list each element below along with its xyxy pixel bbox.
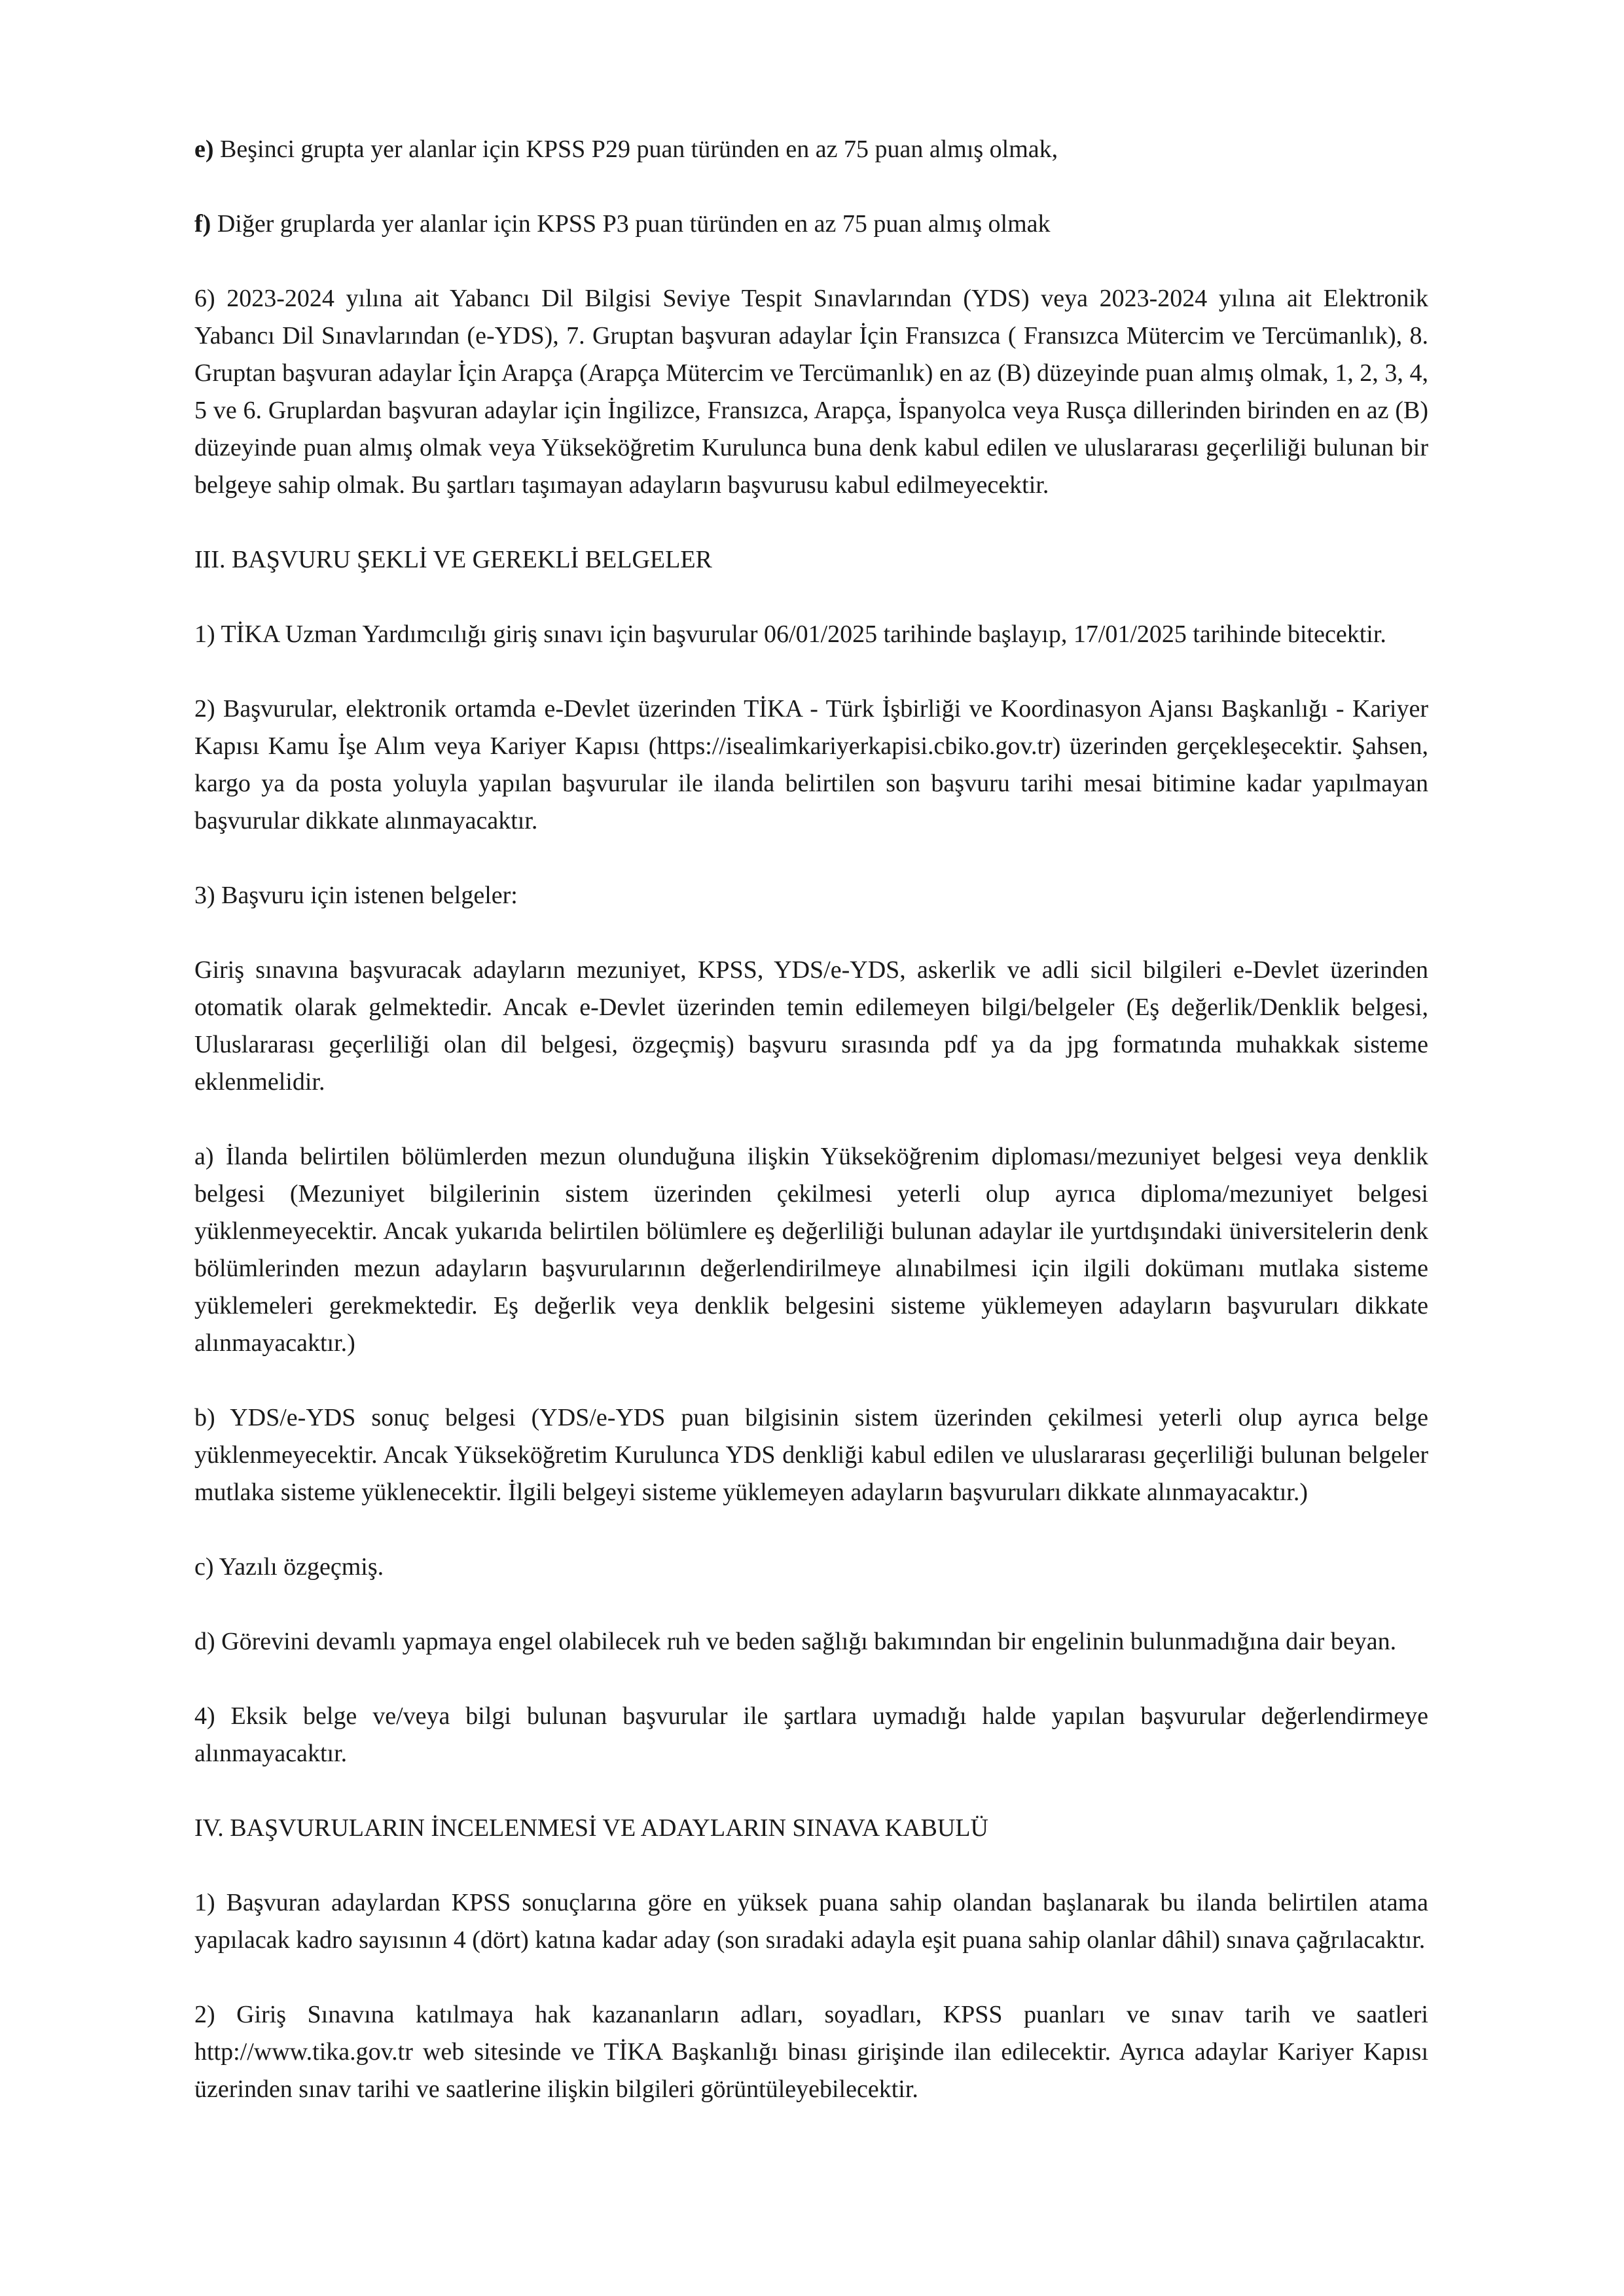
item-6-language-requirement: 6) 2023-2024 yılına ait Yabancı Dil Bilgisi Seviye Tespit Sınavlarından (YDS) veya 2023-2024 yılına ait Elektronik Yabancı Dil Sınavlarından (e-YDS), 7. Gruptan başvuran adaylar İçin Fransızca ( Fransızca Mütercim ve Tercümanlık), 8. Gruptan başvuran adaylar İçin Arapça (Arapça Mütercim ve Tercümanlık) en az (B) düzeyinde puan almış olmak, 1, 2, 3, 4, 5 ve 6. Gruplardan başvuran adaylar için İngilizce, Fransızca, Arapça, İspanyolca veya Rusça dillerinden birinden en az (B) düzeyinde puan almış olmak veya Yükseköğretim Kurulunca buna denk kabul edilen ve uluslararası geçerliliği bulunan bir belgeye sahip olmak. Bu şartları taşımayan adayların başvurusu kabul edilmeyecektir. — [194, 285, 1428, 499]
item-e-label: e) — [194, 135, 214, 163]
section-3-intro: Giriş sınavına başvuracak adayların mezuniyet, KPSS, YDS/e-YDS, askerlik ve adli sicil bilgileri e-Devlet üzerinden otomatik olarak gelmektedir. Ancak e-Devlet üzerinden temin edilemeyen bilgi/belgeler (Eş değerlik/Denklik belgesi, Uluslararası geçerliliği olan dil belgesi, özgeçmiş) başvuru sırasında pdf ya da jpg formatında muhakkak sisteme eklenmelidir. — [194, 956, 1428, 1096]
item-f — [194, 206, 1428, 243]
item-f-label: f) — [194, 210, 211, 238]
document-page — [194, 131, 1428, 2145]
section-3-item-b: b) YDS/e-YDS sonuç belgesi (YDS/e-YDS puan bilgisinin sistem üzerinden çekilmesi yeterli olup ayrıca belge yüklenmeyecektir. Ancak Yükseköğretim Kurulunca YDS denkliği kabul edilen ve uluslararası geçerliliği bulunan belgeler mutlaka sisteme yüklenecektir. İlgili belgeyi sisteme yüklemeyen adayların başvuruları dikkate alınmayacaktır.) — [194, 1404, 1428, 1506]
section-4-item-2: 2) Giriş Sınavına katılmaya hak kazananların adları, soyadları, KPSS puanları ve sınav tarih ve saatleri http://www.tika.gov.tr web sitesinde ve TİKA Başkanlığı binası girişinde ilan edilecektir. Ayrıca adaylar Kariyer Kapısı üzerinden sınav tarihi ve saatlerine ilişkin bilgileri görüntüleyebilecektir. — [194, 2001, 1428, 2103]
item-e — [194, 131, 1428, 168]
section-4-item-1: 1) Başvuran adaylardan KPSS sonuçlarına göre en yüksek puana sahip olandan başlanarak bu ilanda belirtilen atama yapılacak kadro sayısının 4 (dört) katına kadar aday (son sıradaki adayla eşit puana sahip olanlar dâhil) sınava çağrılacaktır. — [194, 1889, 1428, 1954]
item-e-text: Beşinci grupta yer alanlar için KPSS P29 puan türünden en az 75 puan almış olmak, — [213, 135, 1058, 163]
section-3-item-2: 2) Başvurular, elektronik ortamda e-Devlet üzerinden TİKA - Türk İşbirliği ve Koordinasyon Ajansı Başkanlığı - Kariyer Kapısı Kamu İşe Alım veya Kariyer Kapısı (https://isealimkariyerkapisi.cbiko.gov.tr) üzerinden gerçekleşecektir. Şahsen, kargo ya da posta yoluyla yapılan başvurular ile ilanda belirtilen son başvuru tarihi mesai bitimine kadar yapılmayan başvurular dikkate alınmayacaktır. — [194, 695, 1428, 834]
section-3-item-c: c) Yazılı özgeçmiş. — [194, 1553, 384, 1581]
section-3-item-4: 4) Eksik belge ve/veya bilgi bulunan başvurular ile şartlara uymadığı halde yapılan başvurular değerlendirmeye alınmayacaktır. — [194, 1702, 1428, 1767]
section-3-item-a: a) İlanda belirtilen bölümlerden mezun olunduğuna ilişkin Yükseköğrenim diploması/mezuniyet belgesi veya denklik belgesi (Mezuniyet bilgilerinin sistem üzerinden çekilmesi yeterli olup ayrıca diploma/mezuniyet belgesi yüklenmeyecektir. Ancak yukarıda belirtilen bölümlere eş değerliliği bulunan adaylar ile yurtdışındaki üniversitelerin denk bölümlerinden mezun adayların başvurularının değerlendirilmeye alınabilmesi için ilgili dokümanı mutlaka sisteme yüklemeleri gerekmektedir. Eş değerlik veya denklik belgesini sisteme yüklemeyen adayların başvuruları dikkate alınmayacaktır.) — [194, 1143, 1428, 1357]
section-4-heading: IV. BAŞVURULARIN İNCELENMESİ VE ADAYLARIN SINAVA KABULÜ — [194, 1814, 988, 1842]
section-3-item-1: 1) TİKA Uzman Yardımcılığı giriş sınavı için başvurular 06/01/2025 tarihinde başlayıp, 17/01/2025 tarihinde bitecektir. — [194, 620, 1386, 648]
item-f-text: Diğer gruplarda yer alanlar için KPSS P3 puan türünden en az 75 puan almış olmak — [211, 210, 1051, 238]
section-3-heading: III. BAŞVURU ŞEKLİ VE GEREKLİ BELGELER — [194, 546, 712, 573]
section-3-item-d: d) Görevini devamlı yapmaya engel olabilecek ruh ve beden sağlığı bakımından bir engelinin bulunmadığına dair beyan. — [194, 1628, 1397, 1655]
section-3-item-3: 3) Başvuru için istenen belgeler: — [194, 882, 518, 909]
